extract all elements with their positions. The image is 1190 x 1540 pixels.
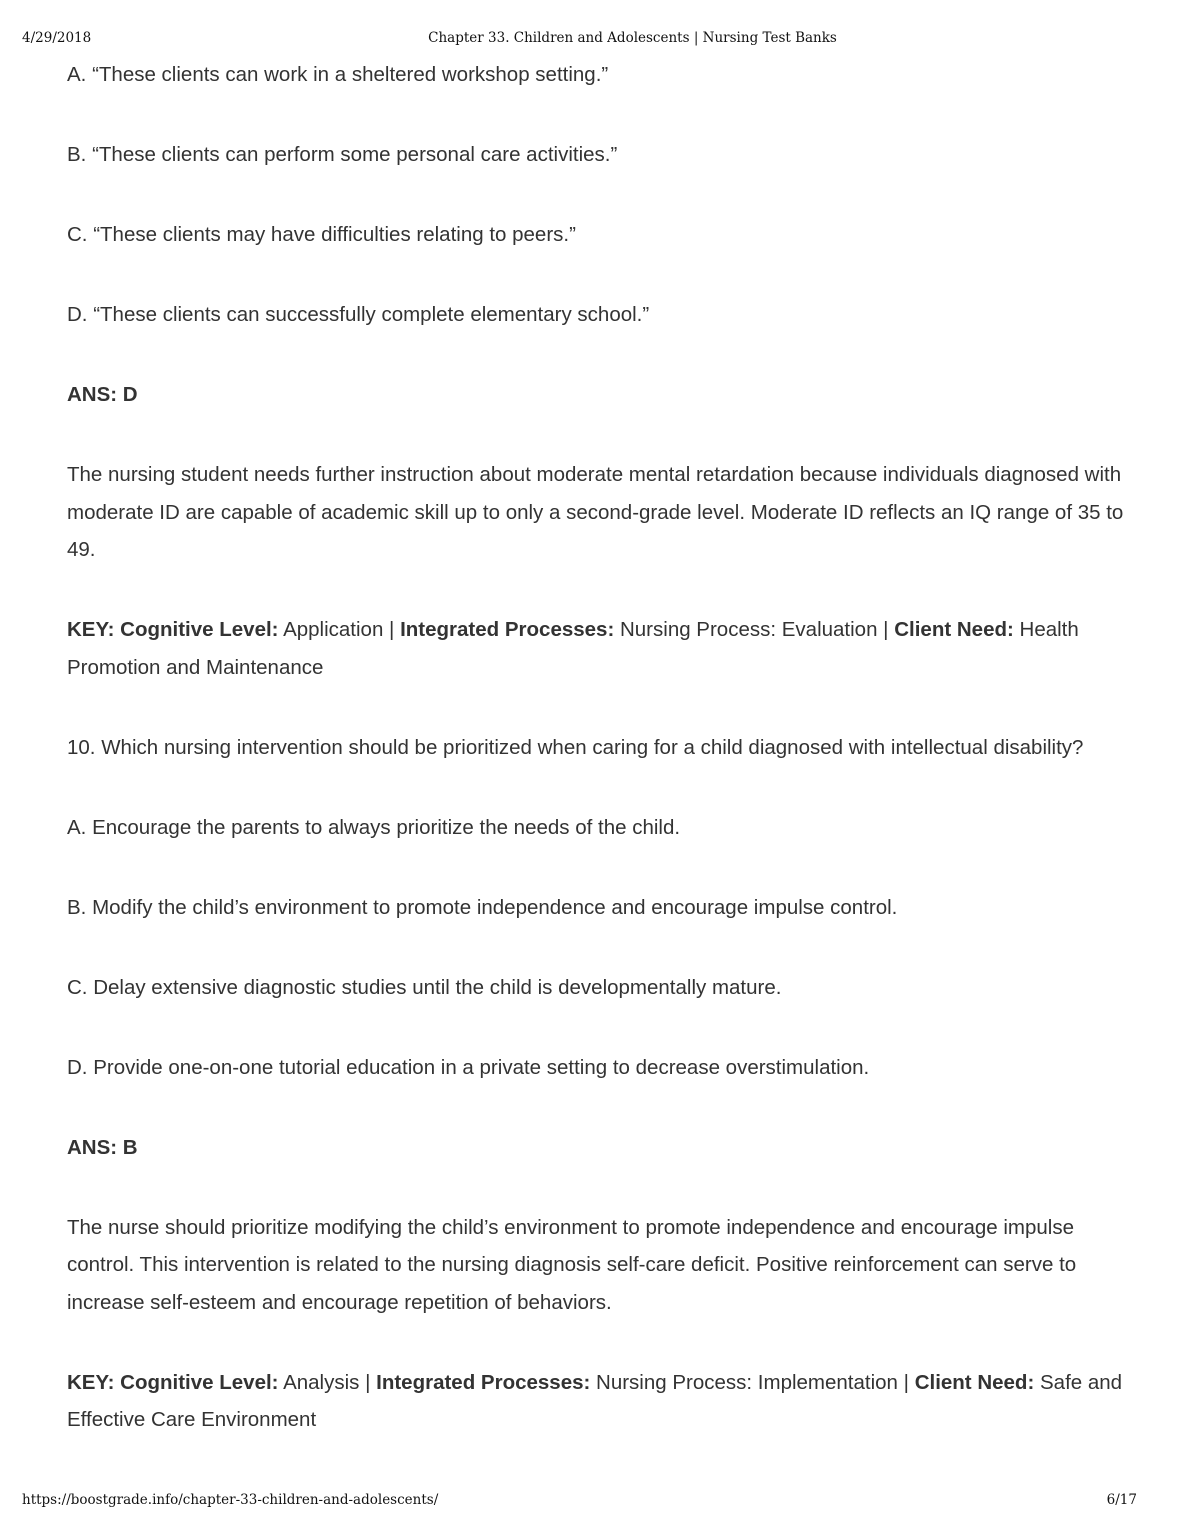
q9-answer: ANS: D <box>67 383 138 406</box>
q10-answer: ANS: B <box>67 1135 138 1159</box>
page-number: 6/17 <box>1106 1492 1137 1508</box>
q9-key: KEY: Cognitive Level: Application | Integrated Processes: Nursing Process: Evaluation | Client Need: Health Promotion and Maintenance <box>67 618 1079 679</box>
q9-option-b: B. “These clients can perform some personal care activities.” <box>67 143 618 166</box>
page-url: https://boostgrade.info/chapter-33-children-and-adolescents/ <box>22 1492 439 1508</box>
print-footer <box>0 1492 1190 1510</box>
page-content <box>67 56 1127 1481</box>
q9-option-d: D. “These clients can successfully complete elementary school.” <box>67 303 650 326</box>
q10-option-a: A. Encourage the parents to always prioritize the needs of the child. <box>67 815 681 839</box>
q10-option-b: B. Modify the child’s environment to promote independence and encourage impulse control. <box>67 895 898 919</box>
q9-option-a: A. “These clients can work in a sheltered workshop setting.” <box>67 63 609 86</box>
print-header <box>0 30 1190 48</box>
q10-option-c: C. Delay extensive diagnostic studies until the child is developmentally mature. <box>67 975 782 999</box>
print-date: 4/29/2018 <box>22 30 92 46</box>
document-title: Chapter 33. Children and Adolescents | Nursing Test Banks <box>428 30 837 46</box>
q9-option-c: C. “These clients may have difficulties relating to peers.” <box>67 223 576 246</box>
q9-rationale: The nursing student needs further instruction about moderate mental retardation because individuals diagnosed with moderate ID are capable of academic skill up to only a second-grade level. Moderate ID reflects an IQ range of 35 to 49. <box>67 463 1124 561</box>
q10-key: KEY: Cognitive Level: Analysis | Integrated Processes: Nursing Process: Implementation | Client Need: Safe and Effective Care Environment <box>67 1370 1123 1431</box>
q10-option-d: D. Provide one-on-one tutorial education in a private setting to decrease overstimulation. <box>67 1055 870 1079</box>
q10-question: 10. Which nursing intervention should be prioritized when caring for a child diagnosed with intellectual disability? <box>67 735 1084 759</box>
q10-rationale: The nurse should prioritize modifying the child’s environment to promote independence and encourage impulse control. This intervention is related to the nursing diagnosis self-care deficit. Positive reinforcement can serve to increase self-esteem and encourage repetition of behaviors. <box>67 1215 1077 1314</box>
